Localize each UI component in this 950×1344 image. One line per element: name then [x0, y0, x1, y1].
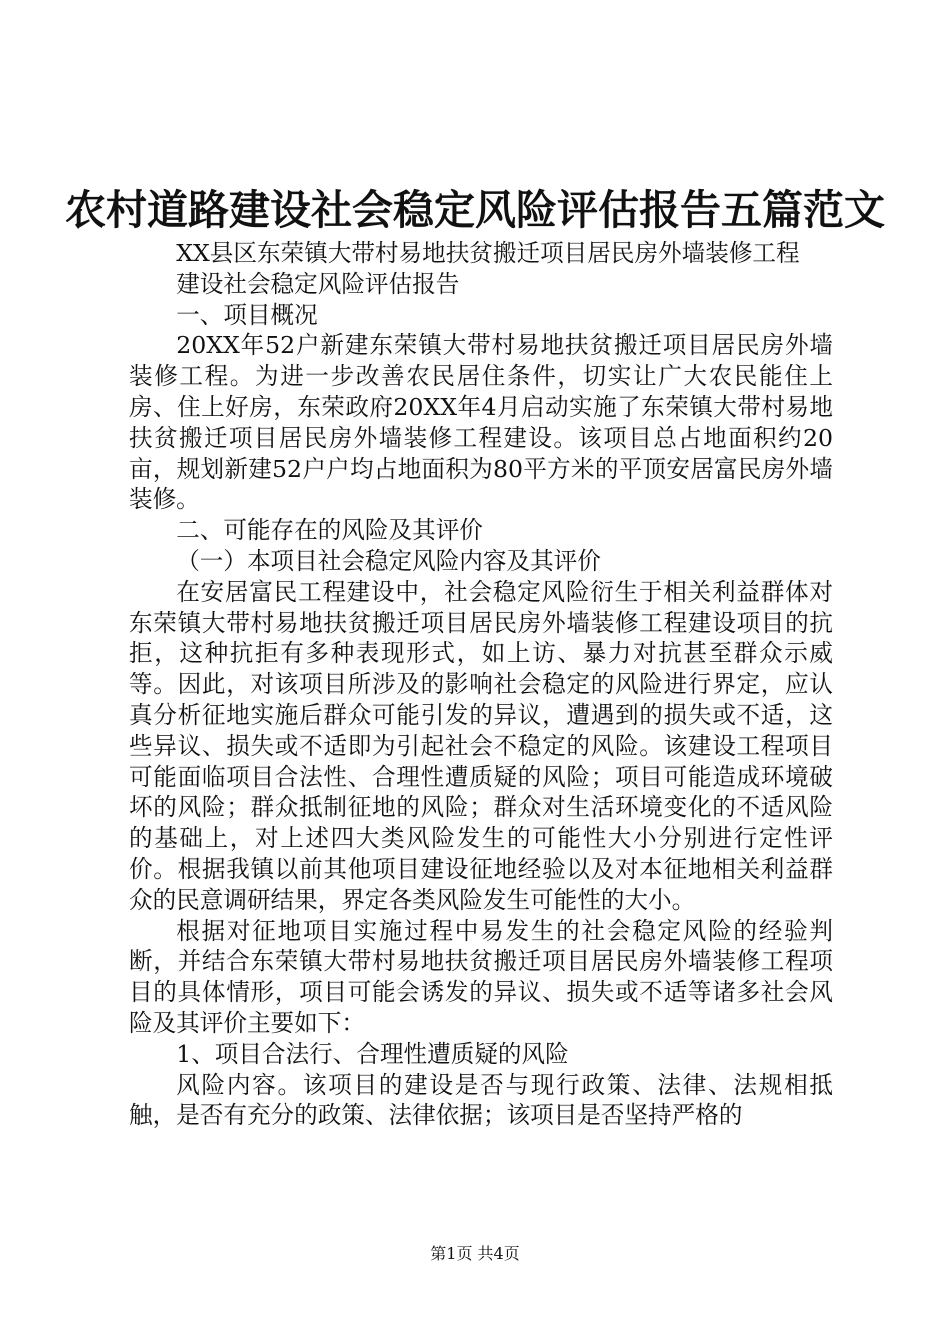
paragraph: XX县区东荣镇大带村易地扶贫搬迁项目居民房外墙装修工程	[176, 239, 800, 267]
document-title: 农村道路建设社会稳定风险评估报告五篇范文	[65, 186, 885, 234]
paragraph: 在安居富民工程建设中，社会稳定风险衍生于相关利益群体对东荣镇大带村易地扶贫搬迁项目居民房外墙装修工程建设项目的抗拒，这种抗拒有多种表现形式，如上访、暴力对抗甚至群众示威等。因此，对该项目所涉及的影响社会稳定的风险进行界定，应认真分析征地实施后群众可能引发的异议，遭遇到的损失或不适，这些异议、损失或不适即为引起社会不稳定的风险。该建设工程项目可能面临项目合法性、合理性遭质疑的风险；项目可能造成环境破坏的风险；群众抵制征地的风险；群众对生活环境变化的不适风险的基础上，对上述四大类风险发生的可能性大小分别进行定性评价。根据我镇以前其他项目建设征地经验以及对本征地相关利益群众的民意调研结果，界定各类风险发生可能性的大小。	[129, 577, 833, 914]
section-heading: 一、项目概况	[176, 300, 318, 329]
page-footer: 第1页 共4页	[430, 1244, 520, 1263]
paragraph: 根据对征地项目实施过程中易发生的社会稳定风险的经验判断，并结合东荣镇大带村易地扶贫搬迁项目居民房外墙装修工程项目的具体情形，项目可能会诱发的异议、损失或不适等诸多社会风险及其评价主要如下：	[129, 916, 833, 1037]
paragraph: 20XX年52户新建东荣镇大带村易地扶贫搬迁项目居民房外墙装修工程。为进一步改善农民居住条件，切实让广大农民能住上房、住上好房，东荣政府20XX年4月启动实施了东荣镇大带村易地扶贫搬迁项目居民房外墙装修工程建设。该项目总占地面积约20亩，规划新建52户户均占地面积为80平方米的平顶安居富民房外墙装修。	[129, 331, 833, 514]
paragraph: 建设社会稳定风险评估报告	[176, 269, 460, 298]
section-heading: 二、可能存在的风险及其评价	[176, 516, 483, 545]
document-body	[129, 238, 833, 1131]
paragraph: 风险内容。该项目的建设是否与现行政策、法律、法规相抵触，是否有充分的政策、法律依据；该项目是否坚持严格的	[129, 1070, 833, 1130]
subsection-heading: （一）本项目社会稳定风险内容及其评价	[176, 546, 601, 575]
subsection-heading: 1、项目合法行、合理性遭质疑的风险	[176, 1039, 569, 1068]
